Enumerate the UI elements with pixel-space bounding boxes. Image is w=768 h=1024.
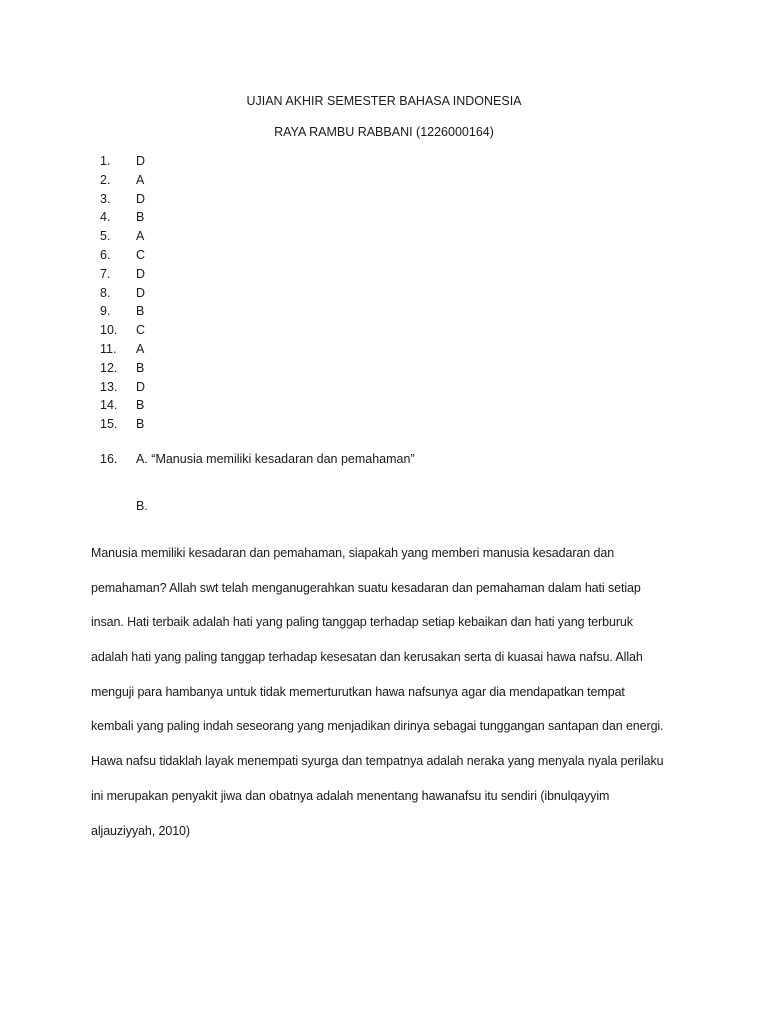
answer-item	[100, 152, 145, 171]
answer-choice: C	[136, 323, 146, 338]
answer-number: 10.	[100, 323, 118, 338]
answer-choice: D	[136, 191, 146, 206]
answer-number: 2.	[100, 172, 111, 187]
answer-item	[100, 415, 145, 434]
answer-number: 1.	[100, 154, 111, 168]
answer-choice: B	[136, 304, 145, 319]
answer-item	[100, 265, 145, 284]
essay-line: insan. Hati terbaik adalah hati yang paling tanggap terhadap setiap kebaikan dan hati yang terburuk	[91, 615, 633, 630]
answer-number: 15.	[100, 417, 118, 432]
answer-item	[100, 321, 145, 340]
question-16-number: 16.	[100, 452, 118, 466]
answer-choice: B	[136, 360, 145, 375]
answer-item	[100, 190, 145, 209]
answer-number: 4.	[100, 210, 111, 225]
answer-item	[100, 246, 145, 265]
answer-number: 8.	[100, 285, 111, 300]
answer-choice: B	[136, 398, 145, 413]
essay-line: ini merupakan penyakit jiwa dan obatnya adalah menentang hawanafsu itu sendiri (ibnulqayyim	[91, 788, 610, 803]
answer-list	[100, 152, 145, 434]
answer-number: 9.	[100, 304, 111, 319]
essay-line: kembali yang paling indah seseorang yang menjadikan dirinya sebagai tunggangan santapan dan energi.	[91, 719, 664, 734]
answer-item	[100, 340, 145, 359]
answer-choice: D	[136, 266, 146, 281]
author-line: RAYA RAMBU RABBANI (1226000164)	[274, 125, 494, 139]
answer-item	[100, 171, 145, 190]
answer-item	[100, 302, 145, 321]
answer-choice: D	[136, 379, 146, 394]
answer-number: 13.	[100, 379, 118, 394]
document-title: UJIAN AKHIR SEMESTER BAHASA INDONESIA	[246, 94, 522, 108]
answer-number: 6.	[100, 247, 111, 262]
answer-choice: C	[136, 247, 146, 262]
answer-choice: A	[136, 229, 145, 244]
essay-line: menguji para hambanya untuk tidak memerturutkan hawa nafsunya agar dia mendapatkan tempat	[91, 684, 625, 699]
essay-line: Manusia memiliki kesadaran dan pemahaman, siapakah yang memberi manusia kesadaran dan	[91, 546, 615, 560]
question-16	[100, 452, 415, 466]
answer-choice: D	[136, 154, 146, 168]
answer-number: 14.	[100, 398, 118, 413]
essay-line: adalah hati yang paling tanggap terhadap kesesatan dan kerusakan serta di kuasai hawa nafsu. Allah	[91, 650, 643, 665]
question-16-part-b: B.	[136, 499, 148, 513]
essay-line: Hawa nafsu tidaklah layak menempati syurga dan tempatnya adalah neraka yang menyala nyala perilaku	[91, 754, 664, 769]
answer-number: 11.	[100, 341, 117, 356]
answer-item	[100, 284, 145, 303]
essay-paragraph	[91, 545, 691, 857]
answer-number: 12.	[100, 360, 118, 375]
answer-number: 3.	[100, 191, 111, 206]
answer-item	[100, 378, 145, 397]
question-16-part-a: A. “Manusia memiliki kesadaran dan pemahaman”	[136, 452, 415, 466]
answer-number: 7.	[100, 266, 111, 281]
answer-item	[100, 359, 145, 378]
answer-choice: D	[136, 285, 146, 300]
answer-number: 5.	[100, 229, 111, 244]
answer-item	[100, 396, 145, 415]
essay-line: pemahaman? Allah swt telah menganugerahkan suatu kesadaran dan pemahaman dalam hati setiap	[91, 580, 641, 595]
answer-item	[100, 227, 145, 246]
answer-choice: B	[136, 210, 145, 225]
answer-choice: A	[136, 341, 145, 356]
essay-line: aljauziyyah, 2010)	[91, 823, 190, 838]
answer-choice: A	[136, 172, 145, 187]
answer-item	[100, 208, 145, 227]
answer-choice: B	[136, 417, 145, 432]
